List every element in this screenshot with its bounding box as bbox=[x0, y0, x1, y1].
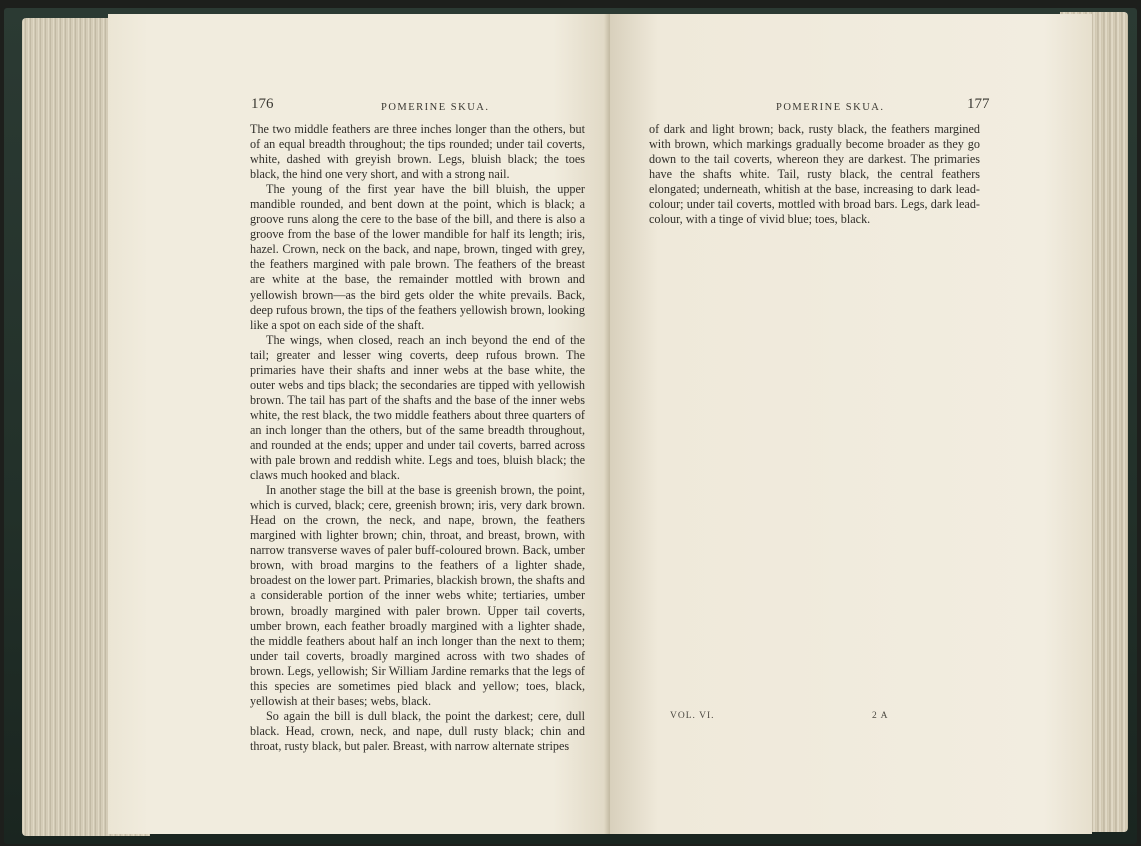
volume-signature: VOL. VI. bbox=[670, 711, 715, 721]
paragraph: The young of the first year have the bill bluish, the upper mandible rounded, and bent down at the point, which is black; a groove runs along the cere to the base of the bill, and there is also a groove from the base of the lower mandible for half its length; iris, hazel. Crown, neck on the back, and nape, brown, tinged with grey, the feathers margined with pale brown. The feathers of the breast are white at the base, the remainder mottled with brown and yellowish brown—as the bird gets older the white prevails. Back, deep rufous brown, the tips of the feathers yellowish brown, looking like a spot on each side of the shaft. bbox=[250, 182, 585, 332]
paragraph: In another stage the bill at the base is greenish brown, the point, which is curved, black; cere, greenish brown; iris, very dark brown. Head on the crown, the neck, and nape, brown, the feathers margined with lighter brown; chin, throat, and breast, brown, with narrow transverse waves of paler buff-coloured brown. Back, umber brown, with broad margins to the feathers of a lighter shade, broadest on the lower part. Primaries, blackish brown, the shafts and a considerable portion of the inner webs white; tertiaries, umber brown, broadly margined with paler brown. Upper tail coverts, umber brown, each feather broadly margined with a lighter shade, the middle feathers about half an inch longer than the next to them; under tail coverts, broadly margined across with two shades of brown. Legs, yellowish; Sir William Jardine remarks that the legs of this species are sometimes pied black and yellow; toes, black, yellowish at their bases; webs, black. bbox=[250, 483, 585, 708]
right-page-body bbox=[649, 122, 980, 227]
right-page bbox=[610, 14, 1092, 834]
left-page bbox=[108, 14, 614, 834]
gathering-signature: 2 A bbox=[872, 711, 889, 721]
left-running-head: POMERINE SKUA. bbox=[381, 102, 490, 113]
right-page-number: 177 bbox=[967, 96, 990, 112]
paragraph: of dark and light brown; back, rusty black, the feathers margined with brown, which markings gradually become broader as they go down to the tail coverts, whereon they are darkest. The primaries have the shafts white. Tail, rusty black, the central feathers elongated; underneath, whitish at the base, increasing to dark lead-colour; under tail coverts, mottled with broad bars. Legs, dark lead-colour, with a tinge of vivid blue; toes, black. bbox=[649, 122, 980, 227]
paragraph: The wings, when closed, reach an inch beyond the end of the tail; greater and lesser wing coverts, deep rufous brown. The primaries have their shafts and inner webs at the base white, the outer webs and tips black; the secondaries are tipped with yellowish brown. The tail has part of the shafts and the base of the inner webs white, the rest black, the two middle feathers about three quarters of an inch longer than the others, but of the same breadth throughout, and rounded at the ends; upper and under tail coverts, barred across with pale brown and reddish white. Legs and toes, bluish black; the claws much hooked and black. bbox=[250, 332, 585, 483]
paragraph: The two middle feathers are three inches longer than the others, but of an equal breadth throughout; the tips rounded; under tail coverts, white, dashed with greyish brown. Legs, bluish black; the toes black, the hind one very short, and with a strong nail. bbox=[250, 122, 585, 182]
right-running-head: POMERINE SKUA. bbox=[776, 102, 885, 113]
left-page-number: 176 bbox=[251, 96, 274, 112]
left-page-body bbox=[250, 122, 585, 754]
paragraph: So again the bill is dull black, the point the darkest; cere, dull black. Head, crown, neck, and nape, dull rusty black; chin and throat, rusty black, but paler. Breast, with narrow alternate stripes bbox=[250, 708, 585, 753]
